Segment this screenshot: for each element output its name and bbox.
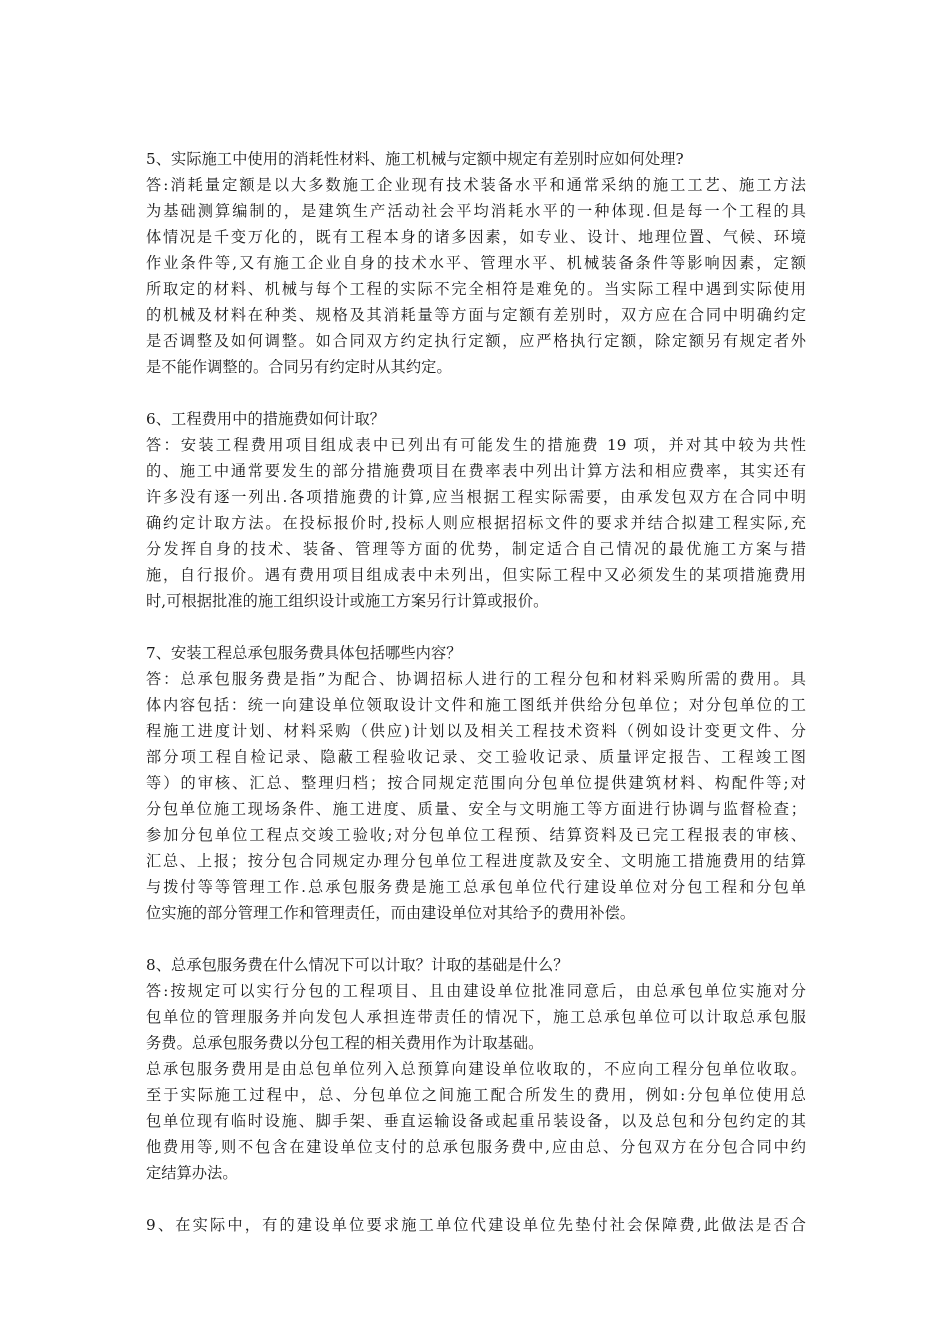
answer-line: 参加分包单位工程点交竣工验收;对分包单位工程预、结算资料及已完工程报表的审核、 bbox=[146, 826, 806, 844]
answer-line: 至于实际施工过程中，总、分包单位之间施工配合所发生的费用，例如:分包单位使用总 bbox=[146, 1086, 806, 1104]
answer-line: 作业条件等,又有施工企业自身的技术水平、管理水平、机械装备条件等影响因素，定额 bbox=[146, 254, 806, 272]
answer-line: 的、施工中通常要发生的部分措施费项目在费率表中列出计算方法和相应费率，其实还有 bbox=[146, 462, 806, 480]
answer-line: 程施工进度计划、材料采购（供应)计划以及相关工程技术资料（例如设计变更文件、分 bbox=[146, 722, 806, 740]
answer-line: 所取定的材料、机械与每个工程的实际不完全相符是难免的。当实际工程中遇到实际使用 bbox=[146, 280, 806, 298]
answer-line: 体内容包括：统一向建设单位领取设计文件和施工图纸并供给分包单位；对分包单位的工 bbox=[146, 696, 806, 714]
answer-line: 时,可根据批准的施工组织设计或施工方案另行计算或报价。 bbox=[146, 592, 549, 610]
question-9: 9、在实际中，有的建设单位要求施工单位代建设单位先垫付社会保障费,此做法是否合 bbox=[146, 1216, 806, 1234]
answer-line: 定结算办法。 bbox=[146, 1164, 238, 1182]
question-5: 5、实际施工中使用的消耗性材料、施工机械与定额中规定有差别时应如何处理? bbox=[146, 150, 684, 168]
answer-line: 为基础测算编制的，是建筑生产活动社会平均消耗水平的一种体现.但是每一个工程的具 bbox=[146, 202, 806, 220]
qa-section-9 bbox=[146, 1212, 806, 1238]
answer-line: 确约定计取方法。在投标报价时,投标人则应根据招标文件的要求并结合拟建工程实际,充 bbox=[146, 514, 806, 532]
answer-line: 汇总、上报；按分包合同规定办理分包单位工程进度款及安全、文明施工措施费用的结算 bbox=[146, 852, 806, 870]
answer-line: 答:按规定可以实行分包的工程项目、且由建设单位批准同意后，由总承包单位实施对分 bbox=[146, 982, 806, 1000]
answer-line: 他费用等,则不包含在建设单位支付的总承包服务费中,应由总、分包双方在分包合同中约 bbox=[146, 1138, 806, 1156]
answer-line: 答:消耗量定额是以大多数施工企业现有技术装备水平和通常采纳的施工工艺、施工方法 bbox=[146, 176, 806, 194]
answer-line: 与拨付等等管理工作.总承包服务费是施工总承包单位代行建设单位对分包工程和分包单 bbox=[146, 878, 806, 896]
qa-section-6 bbox=[146, 406, 806, 614]
answer-line: 的机械及材料在种类、规格及其消耗量等方面与定额有差别时，双方应在合同中明确约定 bbox=[146, 306, 806, 324]
answer-line: 包单位现有临时设施、脚手架、垂直运输设备或起重吊装设备，以及总包和分包约定的其 bbox=[146, 1112, 806, 1130]
answer-line: 分发挥自身的技术、装备、管理等方面的优势，制定适合自己情况的最优施工方案与措 bbox=[146, 540, 806, 558]
question-6: 6、工程费用中的措施费如何计取？ bbox=[146, 410, 386, 428]
answer-line: 部分项工程自检记录、隐蔽工程验收记录、交工验收记录、质量评定报告、工程竣工图 bbox=[146, 748, 806, 766]
qa-section-7 bbox=[146, 640, 806, 926]
answer-line: 许多没有逐一列出.各项措施费的计算,应当根据工程实际需要，由承发包双方在合同中明 bbox=[146, 488, 806, 506]
answer-line: 位实施的部分管理工作和管理责任，而由建设单位对其给予的费用补偿。 bbox=[146, 904, 636, 922]
answer-line: 等）的审核、汇总、整理归档；按合同规定范围向分包单位提供建筑材料、构配件等;对 bbox=[146, 774, 806, 792]
answer-line: 是不能作调整的。合同另有约定时从其约定。 bbox=[146, 358, 452, 376]
question-8: 8、总承包服务费在什么情况下可以计取？计取的基础是什么？ bbox=[146, 956, 569, 974]
answer-line: 答：安装工程费用项目组成表中已列出有可能发生的措施费 19 项，并对其中较为共性 bbox=[146, 436, 806, 454]
answer-line: 务费。总承包服务费以分包工程的相关费用作为计取基础。 bbox=[146, 1034, 544, 1052]
document-page bbox=[146, 146, 806, 1238]
qa-section-5 bbox=[146, 146, 806, 380]
answer-line: 分包单位施工现场条件、施工进度、质量、安全与文明施工等方面进行协调与监督检查； bbox=[146, 800, 806, 818]
answer-line: 答：总承包服务费是指”为配合、协调招标人进行的工程分包和材料采购所需的费用。具 bbox=[146, 670, 806, 688]
answer-line: 总承包服务费用是由总包单位列入总预算向建设单位收取的，不应向工程分包单位收取。 bbox=[146, 1060, 806, 1078]
answer-line: 体情况是千变万化的，既有工程本身的诸多因素，如专业、设计、地理位置、气候、环境 bbox=[146, 228, 806, 246]
answer-line: 包单位的管理服务并向发包人承担连带责任的情况下，施工总承包单位可以计取总承包服 bbox=[146, 1008, 806, 1026]
answer-line: 施，自行报价。遇有费用项目组成表中未列出，但实际工程中又必须发生的某项措施费用 bbox=[146, 566, 806, 584]
question-7: 7、安装工程总承包服务费具体包括哪些内容？ bbox=[146, 644, 462, 662]
answer-line: 是否调整及如何调整。如合同双方约定执行定额，应严格执行定额，除定额另有规定者外 bbox=[146, 332, 806, 350]
qa-section-8 bbox=[146, 952, 806, 1186]
